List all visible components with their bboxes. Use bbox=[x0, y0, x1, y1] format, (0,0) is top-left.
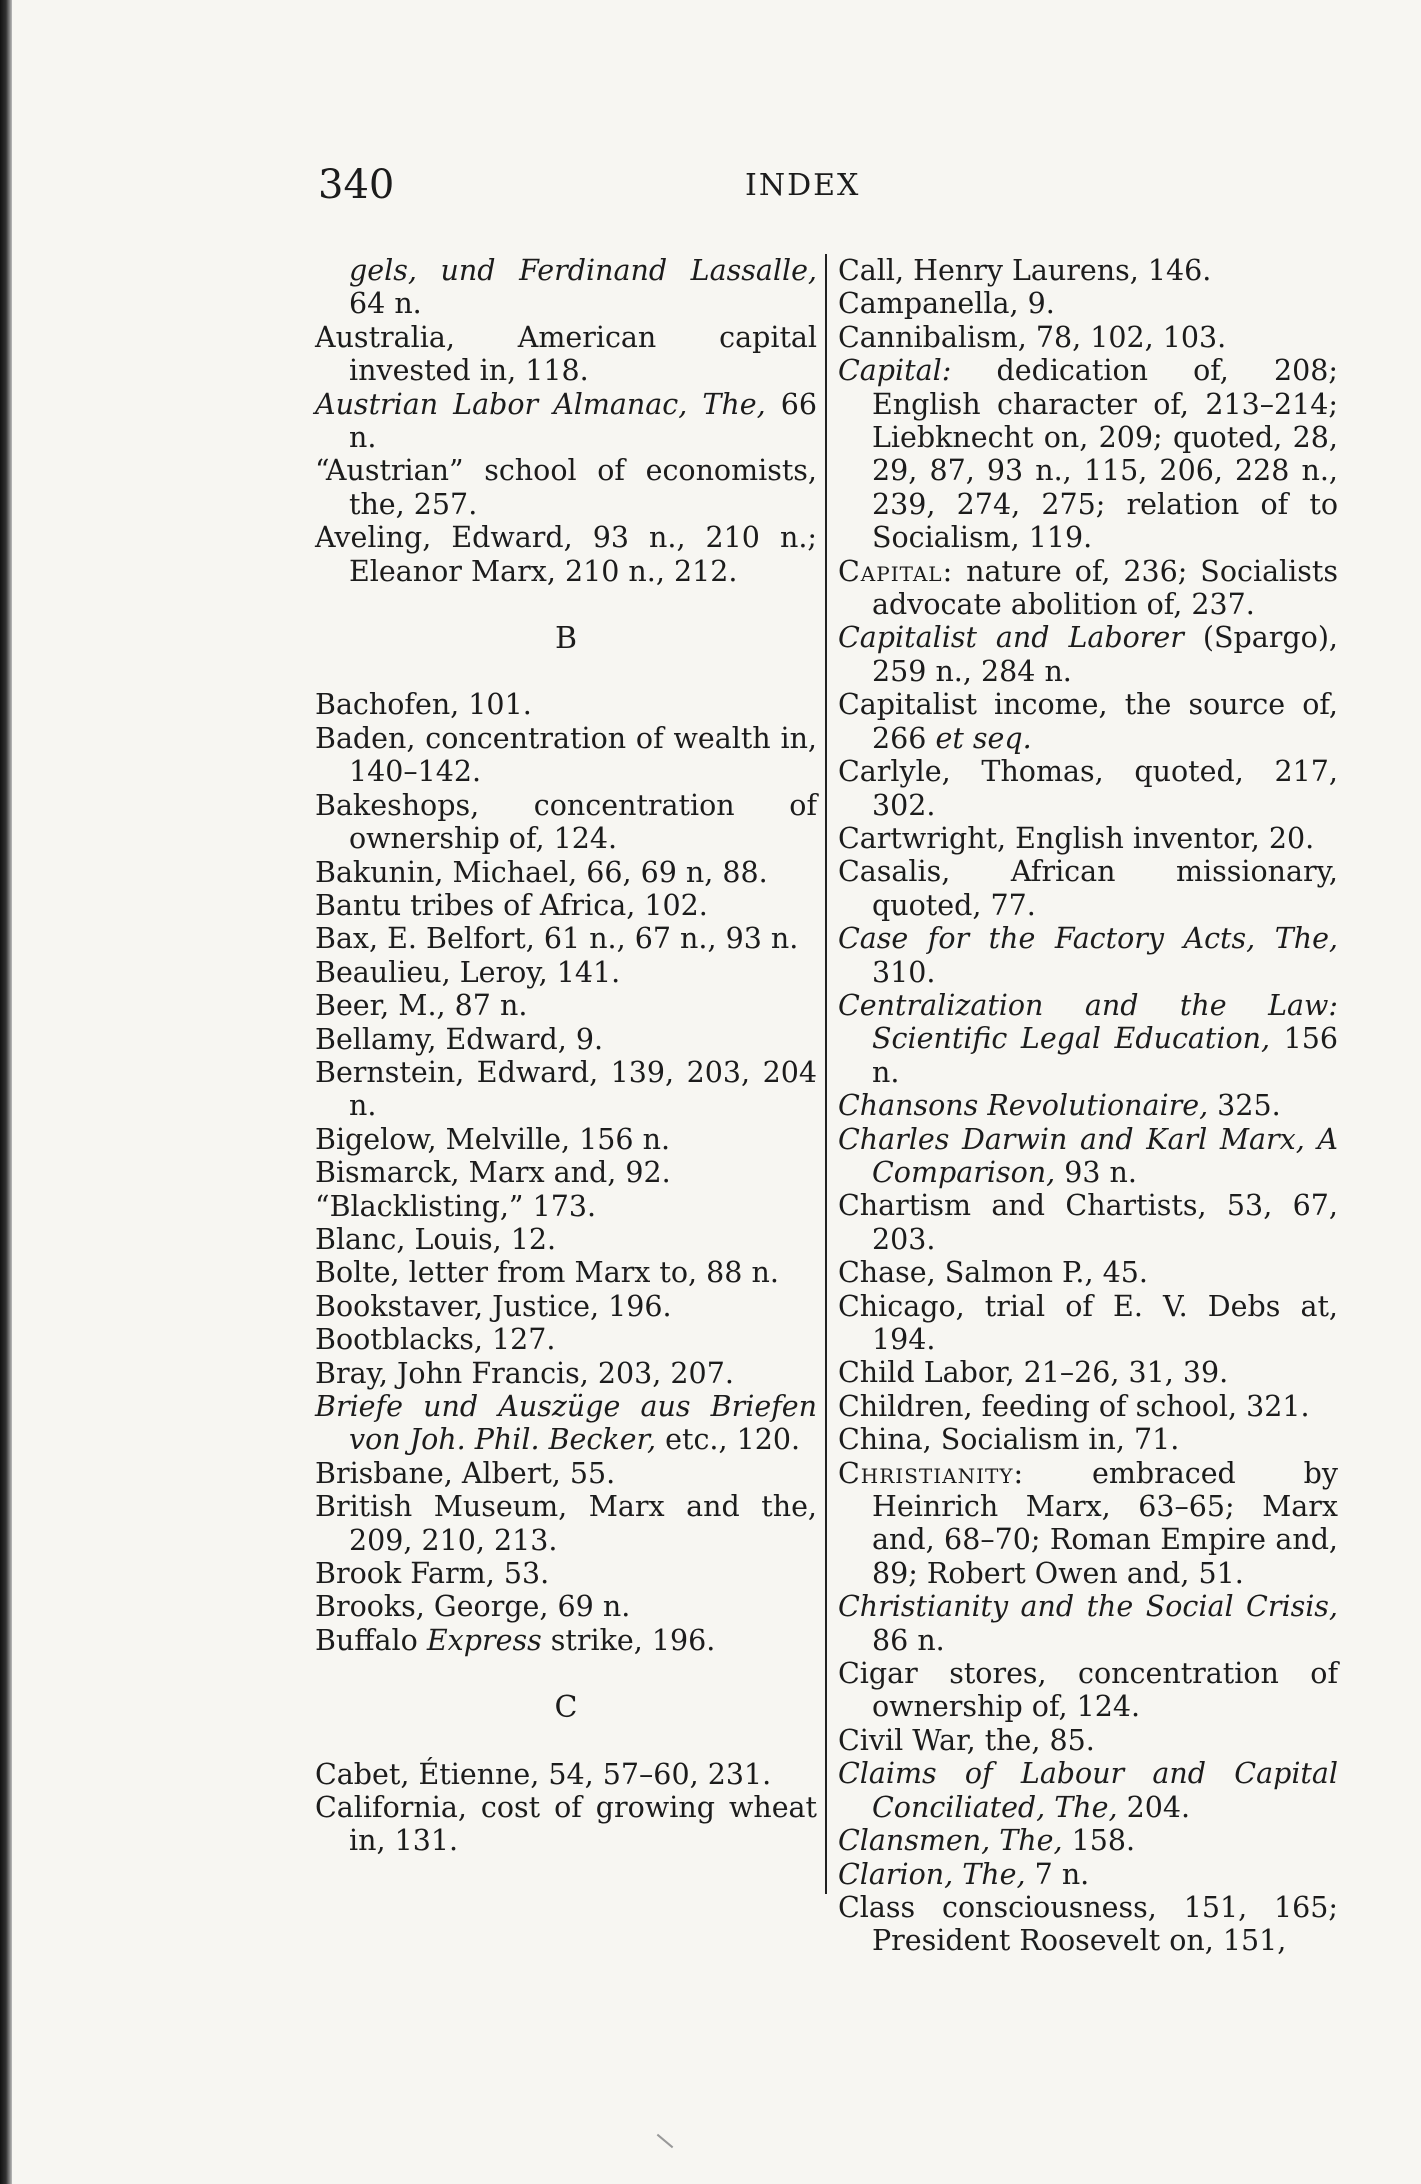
entry-text: Bakeshops, concentration of ownership of, 124. bbox=[315, 788, 817, 856]
entry-text: Brook Farm, 53. bbox=[315, 1557, 550, 1591]
index-entry bbox=[838, 321, 1338, 354]
entry-text: etc., 120. bbox=[656, 1423, 801, 1457]
entry-text: California, cost of growing wheat in, 131. bbox=[315, 1791, 817, 1858]
italic-title: Case for the Factory Acts, The, bbox=[838, 922, 1338, 956]
italic-title: Clarion, The, bbox=[838, 1857, 1026, 1891]
index-entry bbox=[315, 1023, 817, 1056]
index-entry bbox=[315, 388, 817, 455]
entry-text: 86 n. bbox=[872, 1623, 945, 1657]
italic-title: Charles Darwin and Karl Marx, A Comparison, bbox=[838, 1122, 1338, 1189]
running-head: INDEX bbox=[745, 168, 861, 203]
entry-text: 66 n. bbox=[349, 387, 818, 455]
index-entry bbox=[315, 1557, 817, 1590]
index-entry bbox=[838, 621, 1338, 688]
index-entry bbox=[315, 789, 817, 856]
entry-text: 7 n. bbox=[1025, 1857, 1090, 1891]
italic-title: gels, und Ferdinand Lassalle, bbox=[349, 254, 817, 287]
entries-c-continued bbox=[838, 254, 1338, 1958]
italic-title: Austrian Labor Almanac, The, bbox=[315, 387, 766, 421]
index-entry bbox=[838, 1123, 1338, 1190]
index-entry bbox=[838, 1290, 1338, 1357]
entries-b bbox=[315, 688, 817, 1657]
entry-text: Bantu tribes of Africa, 102. bbox=[315, 888, 708, 922]
entry-text: Carlyle, Thomas, quoted, 217, 302. bbox=[838, 755, 1338, 822]
entries-a bbox=[315, 321, 817, 588]
entry-text: Australia, American capital invested in, 118. bbox=[315, 320, 817, 388]
entry-text: Bernstein, Edward, 139, 203, 204 n. bbox=[315, 1055, 817, 1123]
entry-text: strike, 196. bbox=[541, 1623, 716, 1657]
index-entry bbox=[315, 1624, 817, 1657]
index-entry bbox=[838, 688, 1338, 755]
entry-text: Capitalist income, the source of, 266 bbox=[838, 688, 1338, 755]
italic-title: Christianity and the Social Crisis, bbox=[838, 1590, 1338, 1624]
column-rule bbox=[825, 254, 827, 1894]
entry-text: 325. bbox=[1208, 1089, 1281, 1123]
entry-text: Aveling, Edward, 93 n., 210 n.; Eleanor Marx, 210 n., 212. bbox=[315, 521, 817, 588]
entry-text: Beaulieu, Leroy, 141. bbox=[315, 955, 621, 989]
index-entry bbox=[315, 1256, 817, 1289]
entry-text: Children, feeding of school, 321. bbox=[838, 1389, 1310, 1423]
index-entry bbox=[315, 856, 817, 889]
index-entry bbox=[315, 1156, 817, 1189]
entry-text: Bigelow, Melville, 156 n. bbox=[315, 1122, 671, 1156]
entry-text: (Spargo), 259 n., 284 n. bbox=[872, 621, 1338, 688]
index-entry bbox=[315, 254, 817, 321]
index-entry bbox=[315, 989, 817, 1022]
entry-text: Bax, E. Belfort, 61 n., 67 n., 93 n. bbox=[315, 922, 799, 956]
page-number: 340 bbox=[318, 162, 395, 208]
index-entry bbox=[838, 1356, 1338, 1389]
italic-title: Claims of Labour and Capital Conciliated, The, bbox=[838, 1757, 1338, 1824]
entry-text: Bakunin, Michael, 66, 69 n, 88. bbox=[315, 855, 768, 889]
index-entry bbox=[315, 1323, 817, 1356]
italic-title: Clansmen, The, bbox=[838, 1824, 1063, 1858]
index-entry bbox=[838, 1858, 1338, 1891]
index-entry bbox=[315, 1758, 817, 1791]
italic-title: Centralization and the Law: Scientific Legal Education, bbox=[838, 988, 1338, 1056]
entry-text: 156 n. bbox=[872, 1022, 1338, 1089]
index-entry bbox=[838, 1089, 1338, 1122]
entry-text: Cabet, Étienne, 54, 57–60, 231. bbox=[315, 1757, 772, 1791]
italic-title: Capitalist and Laborer bbox=[838, 621, 1184, 655]
entry-text: Chase, Salmon P., 45. bbox=[838, 1256, 1148, 1290]
index-entry bbox=[315, 722, 817, 789]
entry-text: Bray, John Francis, 203, 207. bbox=[315, 1356, 734, 1390]
left-column bbox=[315, 254, 817, 1858]
entry-text: dedication of, 208; English character of, 213–214; Liebknecht on, 209; quoted, 28, 29, 87, 93 n., 115, 206, 228 n., 239, 274, 275; relation of to Socialism, 119. bbox=[872, 354, 1338, 555]
entry-text: 158. bbox=[1062, 1824, 1136, 1858]
index-entry bbox=[315, 922, 817, 955]
index-entry bbox=[838, 1891, 1338, 1958]
index-entry bbox=[838, 855, 1338, 922]
entry-text: 93 n. bbox=[1055, 1155, 1137, 1189]
index-entry bbox=[315, 1190, 817, 1223]
index-entry bbox=[315, 1457, 817, 1490]
right-column bbox=[838, 254, 1338, 1958]
index-entry bbox=[315, 956, 817, 989]
index-entry bbox=[315, 521, 817, 588]
index-entry bbox=[838, 254, 1338, 287]
entry-text: Civil War, the, 85. bbox=[838, 1723, 1095, 1757]
entry-text: Brooks, George, 69 n. bbox=[315, 1590, 631, 1624]
index-entry bbox=[838, 1189, 1338, 1256]
index-entry bbox=[838, 555, 1338, 622]
entry-text: Bootblacks, 127. bbox=[315, 1323, 556, 1357]
italic-title: et seq. bbox=[935, 721, 1032, 755]
section-letter-c: C bbox=[554, 1690, 578, 1726]
index-entry bbox=[838, 1457, 1338, 1591]
entry-text: Blanc, Louis, 12. bbox=[315, 1222, 557, 1256]
entries-c bbox=[315, 1758, 817, 1858]
index-entry bbox=[315, 688, 817, 721]
index-entry bbox=[315, 321, 817, 388]
section-letter-b: B bbox=[554, 621, 578, 657]
entry-text: “Blacklisting,” 173. bbox=[315, 1189, 597, 1223]
index-entry bbox=[315, 1490, 817, 1557]
index-entry bbox=[315, 454, 817, 521]
italic-title: Capital: bbox=[838, 354, 952, 388]
index-entry bbox=[838, 1590, 1338, 1657]
entry-text: Cigar stores, concentration of ownership of, 124. bbox=[838, 1657, 1338, 1724]
entry-text: 310. bbox=[872, 955, 936, 989]
index-entry bbox=[838, 287, 1338, 320]
index-entry bbox=[315, 889, 817, 922]
index-entry bbox=[838, 1724, 1338, 1757]
italic-title: Briefe und Auszüge aus Briefen von Joh. Phil. Becker, bbox=[315, 1390, 817, 1457]
page-binding-edge bbox=[0, 0, 12, 2184]
entry-text: Class consciousness, 151, 165; President Roosevelt on, 151, bbox=[838, 1890, 1338, 1958]
entry-text: Call, Henry Laurens, 146. bbox=[838, 254, 1212, 287]
index-entry bbox=[838, 922, 1338, 989]
entry-text: Beer, M., 87 n. bbox=[315, 989, 528, 1023]
index-entry bbox=[838, 1256, 1338, 1289]
entry-text: Chicago, trial of E. V. Debs at, 194. bbox=[838, 1289, 1338, 1356]
index-entry bbox=[315, 1791, 817, 1858]
index-entry bbox=[838, 1390, 1338, 1423]
entry-text: embraced by Heinrich Marx, 63–65; Marx and, 68–70; Roman Empire and, 89; Robert Owen and, 51. bbox=[872, 1456, 1338, 1590]
index-entry bbox=[838, 1824, 1338, 1857]
entry-text: Brisbane, Albert, 55. bbox=[315, 1456, 616, 1490]
entry-text: Baden, concentration of wealth in, 140–142. bbox=[315, 721, 817, 789]
entry-text: Campanella, 9. bbox=[838, 287, 1055, 321]
entry-text: Child Labor, 21–26, 31, 39. bbox=[838, 1356, 1229, 1390]
entry-text: Bookstaver, Justice, 196. bbox=[315, 1289, 672, 1323]
index-entry bbox=[315, 1223, 817, 1256]
index-entry bbox=[838, 1757, 1338, 1824]
entry-text: Bachofen, 101. bbox=[315, 688, 532, 722]
entry-text: Buffalo bbox=[315, 1623, 427, 1657]
index-entry bbox=[838, 822, 1338, 855]
index-entry bbox=[315, 1590, 817, 1623]
index-entry bbox=[315, 1123, 817, 1156]
entry-text: “Austrian” school of economists, the, 257. bbox=[315, 454, 817, 521]
entry-text: 204. bbox=[1117, 1790, 1191, 1824]
index-entry bbox=[315, 1290, 817, 1323]
index-entry bbox=[838, 989, 1338, 1089]
index-entry bbox=[838, 354, 1338, 554]
index-entry bbox=[838, 1423, 1338, 1456]
entry-text: Bismarck, Marx and, 92. bbox=[315, 1156, 671, 1190]
entry-text: Chartism and Chartists, 53, 67, 203. bbox=[838, 1189, 1338, 1256]
entry-text: British Museum, Marx and the, 209, 210, 213. bbox=[315, 1490, 817, 1557]
entry-text: Bellamy, Edward, 9. bbox=[315, 1022, 604, 1056]
index-entry bbox=[838, 1657, 1338, 1724]
italic-title: Chansons Revolutionaire, bbox=[838, 1089, 1209, 1123]
entry-text: nature of, 236; Socialists advocate abolition of, 237. bbox=[872, 554, 1338, 622]
index-entry bbox=[838, 755, 1338, 822]
entry-text: Bolte, letter from Marx to, 88 n. bbox=[315, 1256, 779, 1290]
index-entry bbox=[315, 1390, 817, 1457]
small-caps-heading: Christianity: bbox=[838, 1456, 1025, 1490]
italic-title: Express bbox=[426, 1623, 542, 1657]
entry-text: Cartwright, English inventor, 20. bbox=[838, 821, 1315, 855]
entry-text: Cannibalism, 78, 102, 103. bbox=[838, 320, 1227, 354]
entry-text: 64 n. bbox=[349, 287, 422, 321]
index-entry bbox=[315, 1357, 817, 1390]
small-caps-heading: Capital: bbox=[838, 554, 954, 588]
page-mark bbox=[657, 2134, 674, 2148]
entry-text: China, Socialism in, 71. bbox=[838, 1423, 1180, 1457]
entry-text: Casalis, African missionary, quoted, 77. bbox=[838, 855, 1338, 922]
index-entry bbox=[315, 1056, 817, 1123]
